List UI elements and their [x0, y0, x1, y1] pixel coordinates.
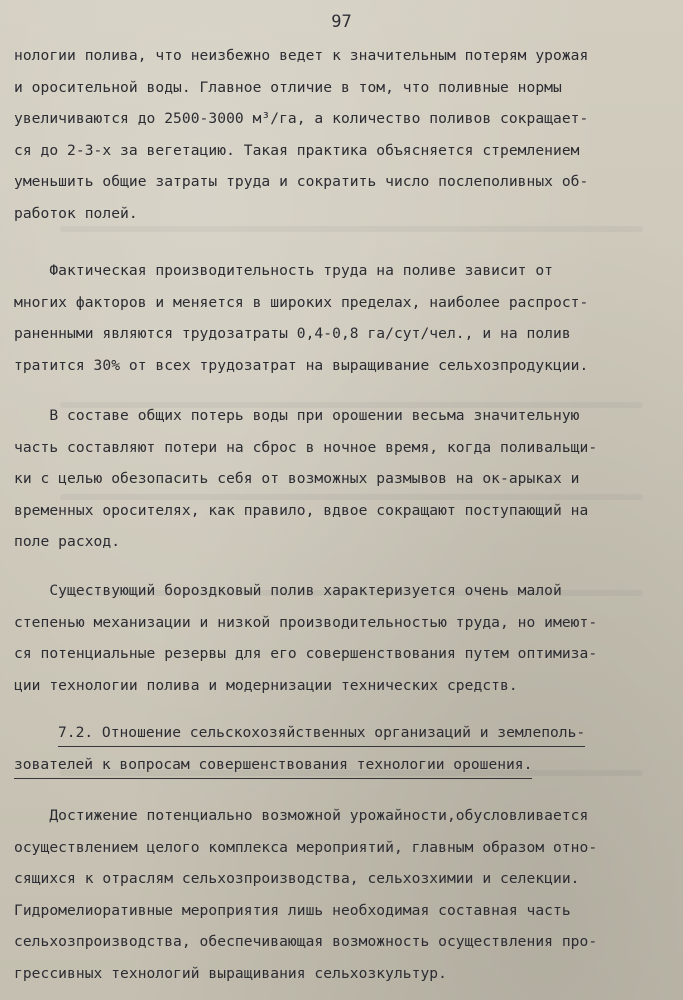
text-line: ки с целью обезопасить себя от возможных размывов на ок-арыках и [14, 470, 580, 487]
section-heading [14, 719, 678, 783]
paragraph-3 [14, 400, 674, 558]
paragraph-5 [14, 800, 674, 989]
text-line: и оросительной воды. Главное отличие в том, что поливные нормы [14, 78, 562, 96]
section-heading-line-2: зователей к вопросам совершенствования технологии орошения. [14, 751, 532, 779]
text-line: грессивных технологий выращивания сельхозкультур. [14, 964, 447, 982]
text-line: степенью механизации и низкой производительностью труда, но имеют- [14, 613, 598, 631]
paragraph-2 [14, 255, 674, 381]
text-line: Достижение потенциально возможной урожайности,обусловливается [14, 807, 589, 824]
paragraph-4 [14, 575, 674, 701]
page-number: 97 [331, 12, 352, 32]
text-line: уменьшить общие затраты труда и сократить число послеполивных об- [14, 173, 589, 190]
text-line: работок полей. [14, 204, 138, 222]
text-line: нологии полива, что неизбежно ведет к значительным потерям урожая [14, 47, 589, 64]
text-line: Гидромелиоративные мероприятия лишь необходимая составная часть [14, 901, 571, 919]
text-line: Существующий бороздковый полив характеризуется очень малой [14, 582, 562, 599]
text-line: сящихся к отраслям сельхозпроизводства, сельхозхимии и селекции. [14, 870, 580, 887]
text-line: осуществлением целого комплекса мероприятий, главным образом отно- [14, 838, 598, 856]
text-line: поле расход. [14, 533, 121, 550]
text-line: Фактическая производительность труда на поливе зависит от [14, 262, 554, 279]
text-line: многих факторов и меняется в широких пределах, наиболее распрост- [14, 293, 589, 311]
text-line: увеличиваются до 2500-3000 м³/га, а количество поливов сокращает- [14, 110, 589, 127]
text-line: ся потенциальные резервы для его совершенствования путем оптимиза- [14, 645, 598, 662]
text-line: часть составляют потери на сброс в ночное время, когда поливальщи- [14, 438, 598, 456]
text-line: сельхозпроизводства, обеспечивающая возможность осуществления про- [14, 933, 598, 950]
text-line: тратится 30% от всех трудозатрат на выращивание сельхозпродукции. [14, 356, 589, 374]
text-line: В составе общих потерь воды при орошении весьма значительную [14, 407, 580, 424]
section-heading-line-1: 7.2. Отношение сельскохозяйственных организаций и землеполь- [58, 719, 585, 747]
paragraph-1 [14, 40, 674, 229]
text-line: временных оросителях, как правило, вдвое сокращают поступающий на [14, 501, 589, 519]
text-line: ся до 2-3-х за вегетацию. Такая практика объясняется стремлением [14, 141, 580, 159]
text-line: раненными являются трудозатраты 0,4-0,8 га/сут/чел., и на полив [14, 325, 571, 342]
text-line: ции технологии полива и модернизации технических средств. [14, 676, 518, 694]
